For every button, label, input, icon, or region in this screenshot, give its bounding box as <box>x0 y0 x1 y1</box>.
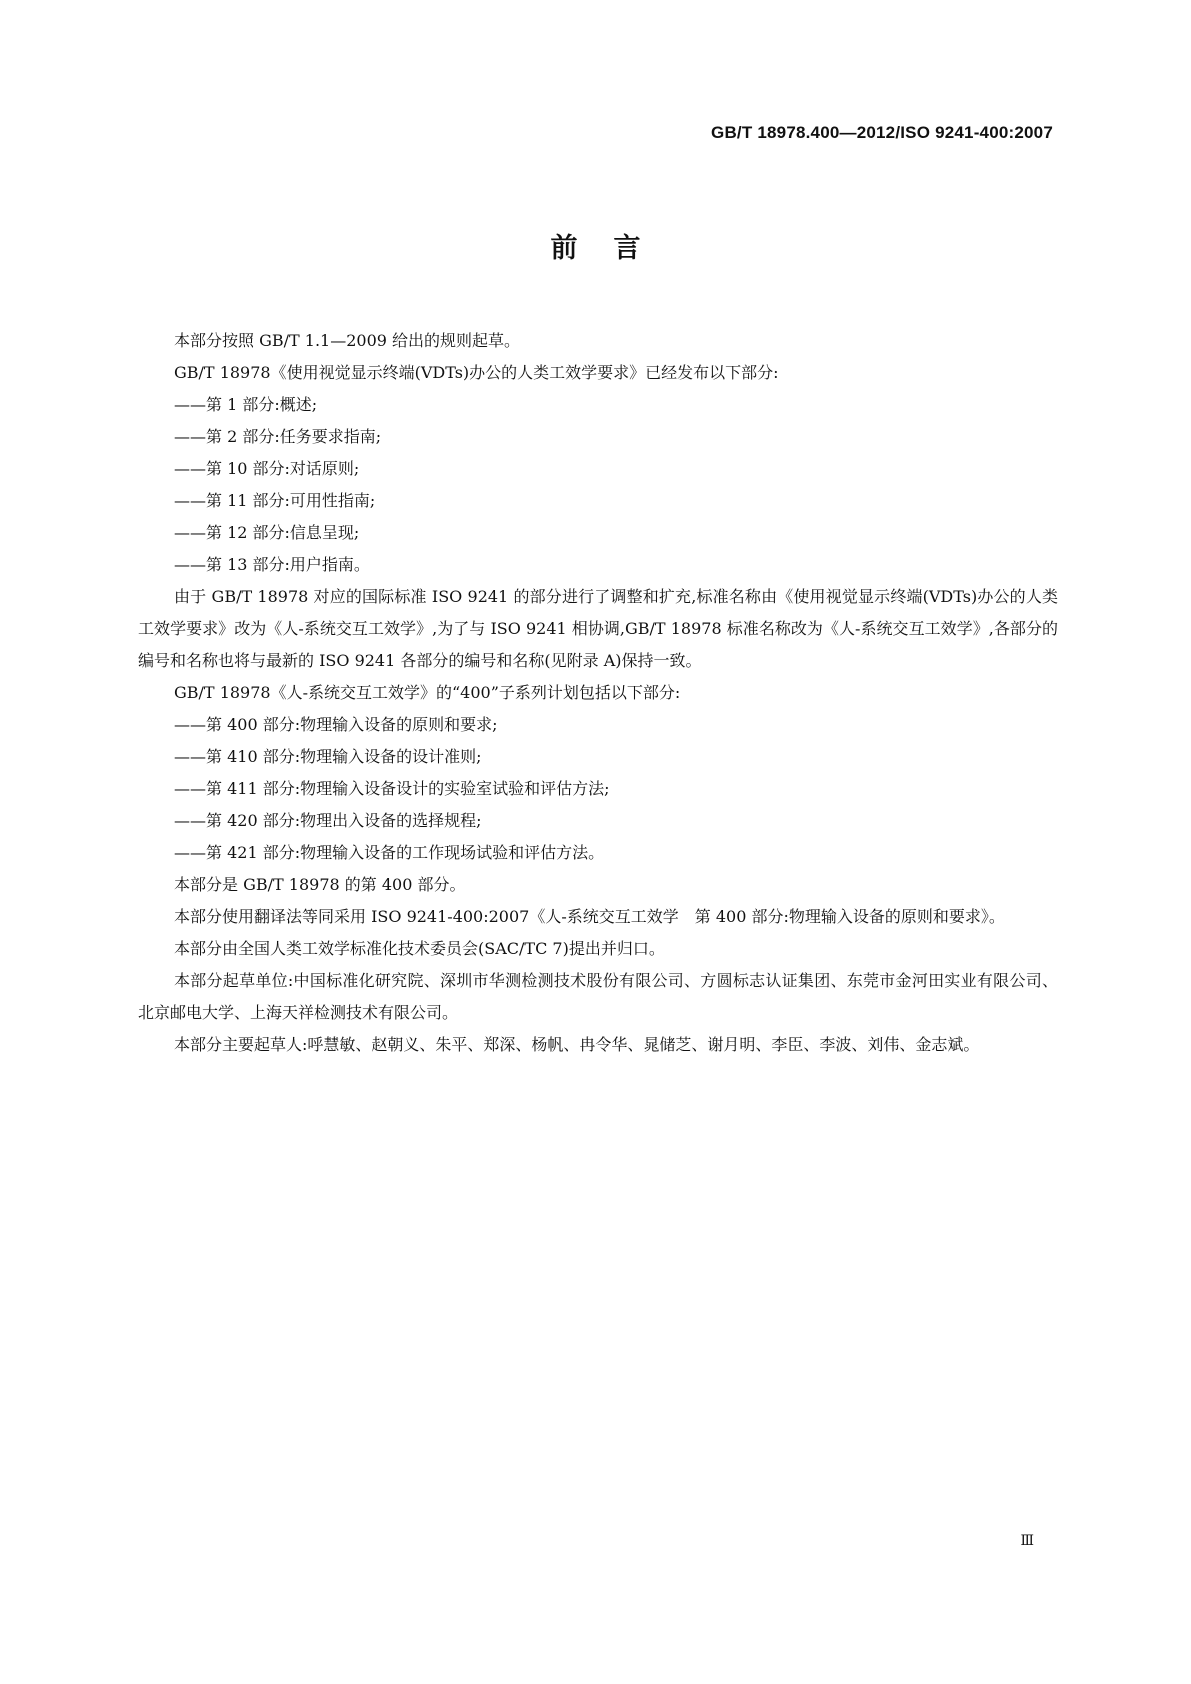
paragraph-400-series: GB/T 18978《人-系统交互工效学》的“400”子系列计划包括以下部分: <box>174 683 681 702</box>
list-item-part-420: ——第 420 部分:物理出入设备的选择规程; <box>174 811 482 830</box>
paragraph-drafters: 本部分主要起草人:呼慧敏、赵朝义、朱平、郑深、杨帆、冉令华、晁储芝、谢月明、李臣、李波、刘伟、金志斌。 <box>174 1035 980 1054</box>
list-item-part-410: ——第 410 部分:物理输入设备的设计准则; <box>174 747 482 766</box>
paragraph-committee: 本部分由全国人类工效学标准化技术委员会(SAC/TC 7)提出并归口。 <box>174 939 665 958</box>
paragraph-part-number: 本部分是 GB/T 18978 的第 400 部分。 <box>174 875 466 894</box>
foreword-body <box>138 325 1058 1061</box>
list-item-part-421: ——第 421 部分:物理输入设备的工作现场试验和评估方法。 <box>174 843 605 862</box>
list-item-part-11: ——第 11 部分:可用性指南; <box>174 491 376 510</box>
standard-number-header: GB/T 18978.400—2012/ISO 9241-400:2007 <box>711 123 1053 142</box>
list-item-part-12: ——第 12 部分:信息呈现; <box>174 523 360 542</box>
page-number: Ⅲ <box>1020 1533 1034 1549</box>
list-item-part-2: ——第 2 部分:任务要求指南; <box>174 427 382 446</box>
list-item-part-400: ——第 400 部分:物理输入设备的原则和要求; <box>174 715 498 734</box>
list-item-part-10: ——第 10 部分:对话原则; <box>174 459 360 478</box>
paragraph-adoption: 本部分使用翻译法等同采用 ISO 9241-400:2007《人-系统交互工效学 第 400 部分:物理输入设备的原则和要求》。 <box>174 907 1005 926</box>
paragraph-renaming: 由于 GB/T 18978 对应的国际标准 ISO 9241 的部分进行了调整和扩充,标准名称由《使用视觉显示终端(VDTs)办公的人类工效学要求》改为《人-系统交互工效学》,为了与 ISO 9241 相协调,GB/T 18978 标准名称改为《人-系统交互工效学》,各部分的编号和名称也将与最新的 ISO 9241 各部分的编号和名称(见附录 A)保持一致。 <box>138 587 1058 670</box>
paragraph-published-parts: GB/T 18978《使用视觉显示终端(VDTs)办公的人类工效学要求》已经发布以下部分: <box>174 363 779 382</box>
list-item-part-1: ——第 1 部分:概述; <box>174 395 318 414</box>
page-title: 前言 <box>550 233 677 264</box>
list-item-part-411: ——第 411 部分:物理输入设备设计的实验室试验和评估方法; <box>174 779 610 798</box>
paragraph-drafting-units: 本部分起草单位:中国标准化研究院、深圳市华测检测技术股份有限公司、方圆标志认证集团、东莞市金河田实业有限公司、北京邮电大学、上海天祥检测技术有限公司。 <box>138 971 1058 1022</box>
list-item-part-13: ——第 13 部分:用户指南。 <box>174 555 370 574</box>
paragraph-drafting-rules: 本部分按照 GB/T 1.1—2009 给出的规则起草。 <box>174 331 521 350</box>
